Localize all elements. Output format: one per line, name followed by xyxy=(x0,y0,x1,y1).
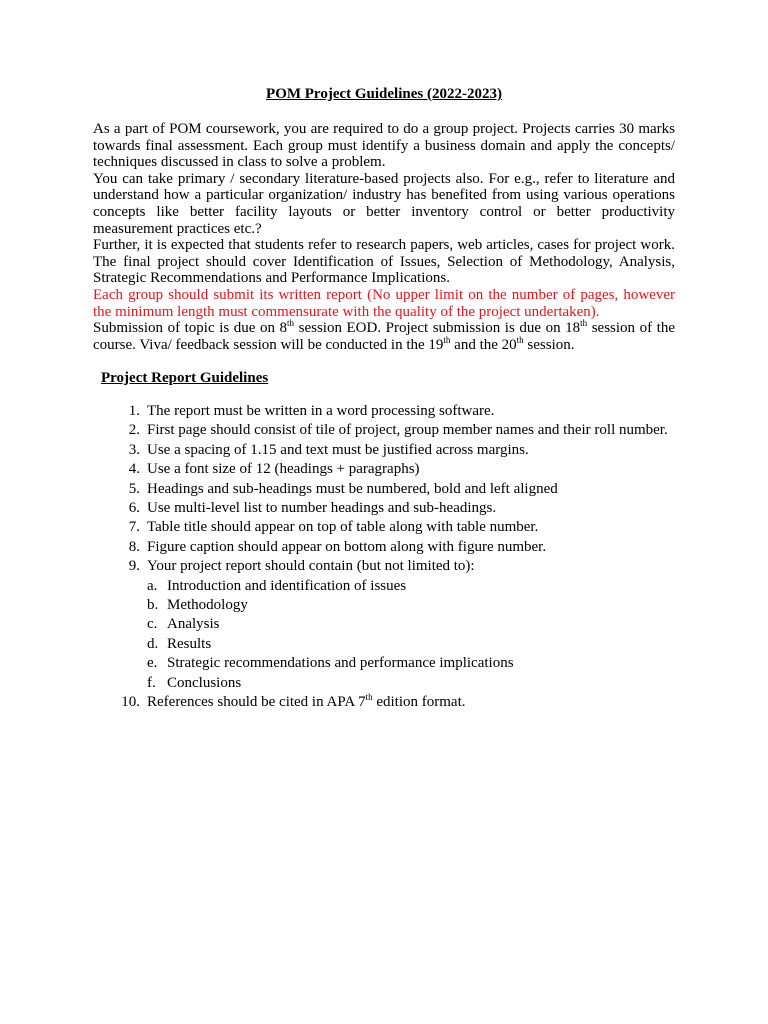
list-item-text: Use multi-level list to number headings and sub-headings. xyxy=(147,500,497,517)
list-item-number: 7. xyxy=(128,519,140,536)
list-item-text: Use a spacing of 1.15 and text must be justified across margins. xyxy=(147,441,529,458)
sublist-item xyxy=(120,596,676,615)
list-item-number: 1. xyxy=(128,403,140,419)
schedule-text-e: session. xyxy=(523,336,575,353)
list-item-text: Your project report should contain (but not limited to): xyxy=(147,558,475,575)
submission-notice-red: Each group should submit its written report (No upper limit on the number of pages, however the minimum length must commensurate with the quality of the project undertaken). xyxy=(93,286,675,320)
schedule-sup-c: th xyxy=(443,334,451,345)
list-item-text-a: References should be cited in APA 7 xyxy=(147,694,366,711)
schedule-text-d: and the 20 xyxy=(450,336,517,353)
intro-paragraph-3: Further, it is expected that students refer to research papers, web articles, cases for project work. The final project should cover Identification of Issues, Selection of Methodology, Analysis, Strategic Recommendations and Performance Implications. xyxy=(93,237,675,287)
schedule-text-a: Submission of topic is due on 8 xyxy=(93,320,288,337)
list-item-text: The report must be written in a word processing software. xyxy=(147,403,495,419)
section-heading: Project Report Guidelines xyxy=(101,370,269,386)
list-item-sup: th xyxy=(365,692,373,703)
list-item-text-b: edition format. xyxy=(372,694,466,711)
list-item xyxy=(120,460,676,479)
sublist-item-letter: c. xyxy=(147,616,158,633)
list-item xyxy=(120,480,676,499)
sublist-item-text: Introduction and identification of issues xyxy=(167,577,407,594)
list-item xyxy=(120,518,676,537)
sublist-item-letter: f. xyxy=(147,674,156,691)
sublist-item-letter: a. xyxy=(147,577,158,594)
list-item xyxy=(120,441,676,460)
intro-section xyxy=(93,121,675,353)
sublist-item-text: Strategic recommendations and performance implications xyxy=(167,655,514,672)
intro-paragraph-schedule xyxy=(93,320,675,353)
sublist-item-letter: b. xyxy=(147,597,159,614)
sublist-item-letter: d. xyxy=(147,635,159,652)
schedule-sup-d: th xyxy=(516,334,524,345)
list-item xyxy=(120,557,676,693)
sublist-item xyxy=(120,635,676,654)
list-item-text: First page should consist of tile of project, group member names and their roll number. xyxy=(147,422,668,439)
list-item xyxy=(120,499,676,518)
list-item-text: Figure caption should appear on bottom along with figure number. xyxy=(147,538,547,555)
page-title: POM Project Guidelines (2022-2023) xyxy=(266,86,502,102)
sublist-item xyxy=(120,654,676,673)
intro-paragraph-1: As a part of POM coursework, you are required to do a group project. Projects carries 30 marks towards final assessment. Each group must identify a business domain and apply the concepts/ techniques discussed in class to solve a problem. xyxy=(93,121,675,171)
schedule-sup-a: th xyxy=(287,318,295,329)
list-item-number: 4. xyxy=(128,461,140,478)
sublist-item-text: Methodology xyxy=(167,597,248,614)
schedule-text-b: session EOD. Project submission is due on 18 xyxy=(294,320,581,337)
sublist-item xyxy=(120,577,676,596)
list-item xyxy=(120,402,676,421)
sublist-item-text: Results xyxy=(167,635,212,652)
list-item xyxy=(120,538,676,557)
list-item-number: 6. xyxy=(128,500,140,517)
list-item-number: 10. xyxy=(121,694,140,711)
guidelines-list xyxy=(120,402,676,713)
intro-paragraph-2: You can take primary / secondary literature-based projects also. For e.g., refer to literature and understand how a particular organization/ industry has benefited from using various operations concepts like better facility layouts or better inventory control or better productivity measurement practices etc.? xyxy=(93,170,675,237)
sublist-item-text: Conclusions xyxy=(167,674,242,691)
schedule-sup-b: th xyxy=(580,318,588,329)
list-item-text: Table title should appear on top of table along with table number. xyxy=(147,519,539,536)
sublist-item-text: Analysis xyxy=(167,616,220,633)
list-item-number: 9. xyxy=(128,558,140,575)
sublist-item xyxy=(120,674,676,693)
sublist-item-letter: e. xyxy=(147,655,158,672)
schedule-text-c: session of the course. Viva/ feedback session will be conducted in the 19 xyxy=(93,320,675,353)
list-item-text: Use a font size of 12 (headings + paragraphs) xyxy=(147,461,420,478)
list-item-number: 2. xyxy=(128,422,140,439)
report-contents-sublist xyxy=(147,577,676,693)
list-item-number: 5. xyxy=(128,480,140,497)
sublist-item xyxy=(120,615,676,634)
list-item xyxy=(120,421,676,440)
list-item-number: 8. xyxy=(128,538,140,555)
list-item xyxy=(120,693,676,712)
list-item-text: Headings and sub-headings must be numbered, bold and left aligned xyxy=(147,480,558,497)
list-item-number: 3. xyxy=(128,441,140,458)
